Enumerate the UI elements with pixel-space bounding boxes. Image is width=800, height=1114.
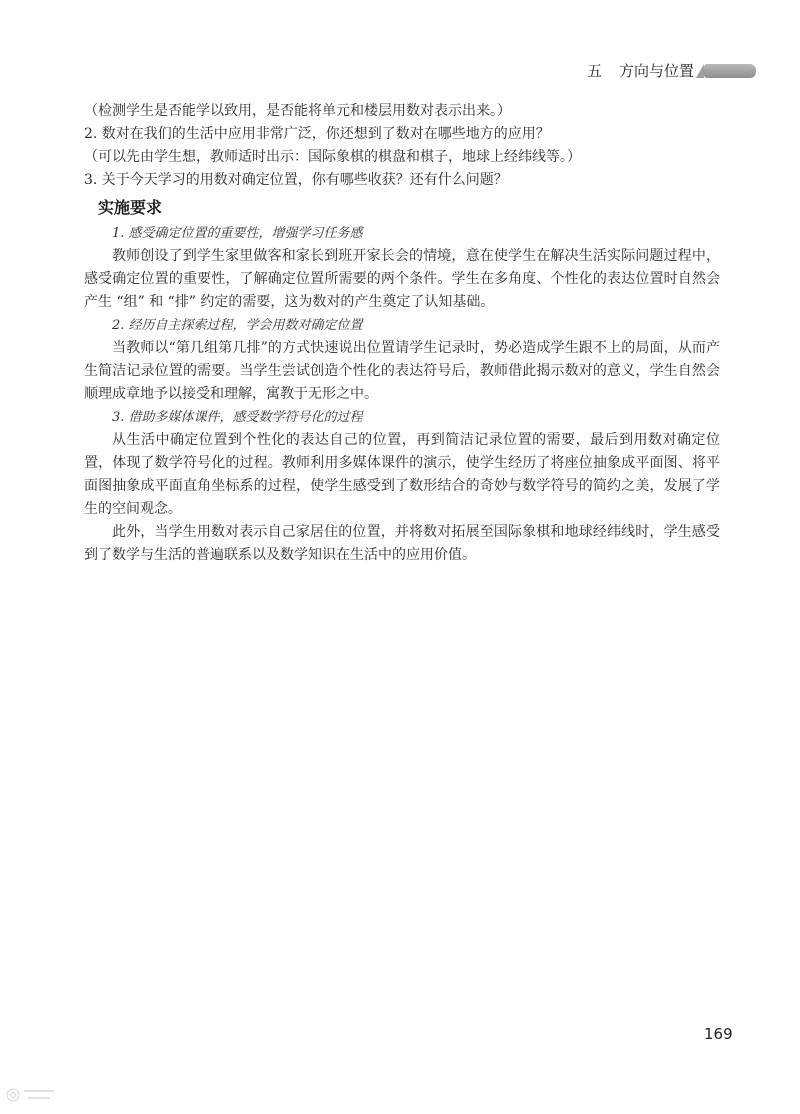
item-paragraph: 当教师以“第几组第几排”的方式快速说出位置请学生记录时，势必造成学生跟不上的局面，从而产生简洁记录位置的需要。当学生尝试创造个性化的表达符号后，教师借此揭示数对的意义，学生自然会顺理成章地予以接受和理解，寓教于无形之中。: [84, 340, 720, 402]
text-line: 2. 数对在我们的生活中应用非常广泛，你还想到了数对在哪些地方的应用？: [84, 126, 550, 142]
text-line: 3. 关于今天学习的用数对确定位置，你有哪些收获？还有什么问题？: [84, 172, 508, 188]
header-tab-decoration: [704, 64, 756, 78]
item-paragraph: 从生活中确定位置到个性化的表达自己的位置，再到简洁记录位置的需要，最后到用数对确定位置，体现了数学符号化的过程。教师利用多媒体课件的演示，使学生经历了将座位抽象成平面图、将平面图抽象成平面直角坐标系的过程，使学生感受到了数形结合的奇妙与数学符号的简约之美，发展了学生的空间观念。: [84, 432, 720, 517]
page-content: [84, 100, 720, 567]
page-header: [0, 60, 800, 86]
item-heading: 3. 借助多媒体课件，感受数学符号化的过程: [112, 410, 363, 425]
page-number: 169: [704, 1025, 733, 1043]
closing-paragraph: 此外，当学生用数对表示自己家居住的位置，并将数对拓展至国际象棋和地球经纬线时，学生感受到了数学与生活的普遍联系以及数学知识在生活中的应用价值。: [84, 524, 720, 563]
chapter-title: 方向与位置: [619, 62, 695, 80]
item-heading: 1. 感受确定位置的重要性，增强学习任务感: [112, 226, 363, 241]
text-line: （检测学生是否能学以致用，是否能将单元和楼层用数对表示出来。）: [84, 103, 511, 119]
item-paragraph: 教师创设了到学生家里做客和家长到班开家长会的情境，意在使学生在解决生活实际问题过程中，感受确定位置的重要性，了解确定位置所需要的两个条件。学生在多角度、个性化的表达位置时自然会产生 “组” 和 “排” 约定的需要，这为数对的产生奠定了认知基础。: [84, 248, 720, 310]
watermark-logo-icon: [4, 1084, 62, 1106]
text-line: （可以先由学生想，教师适时出示：国际象棋的棋盘和棋子，地球上经纬线等。）: [84, 149, 581, 165]
section-heading: 实施要求: [98, 198, 163, 217]
item-heading: 2. 经历自主探索过程，学会用数对确定位置: [112, 318, 363, 333]
chapter-number: 五: [587, 62, 603, 80]
